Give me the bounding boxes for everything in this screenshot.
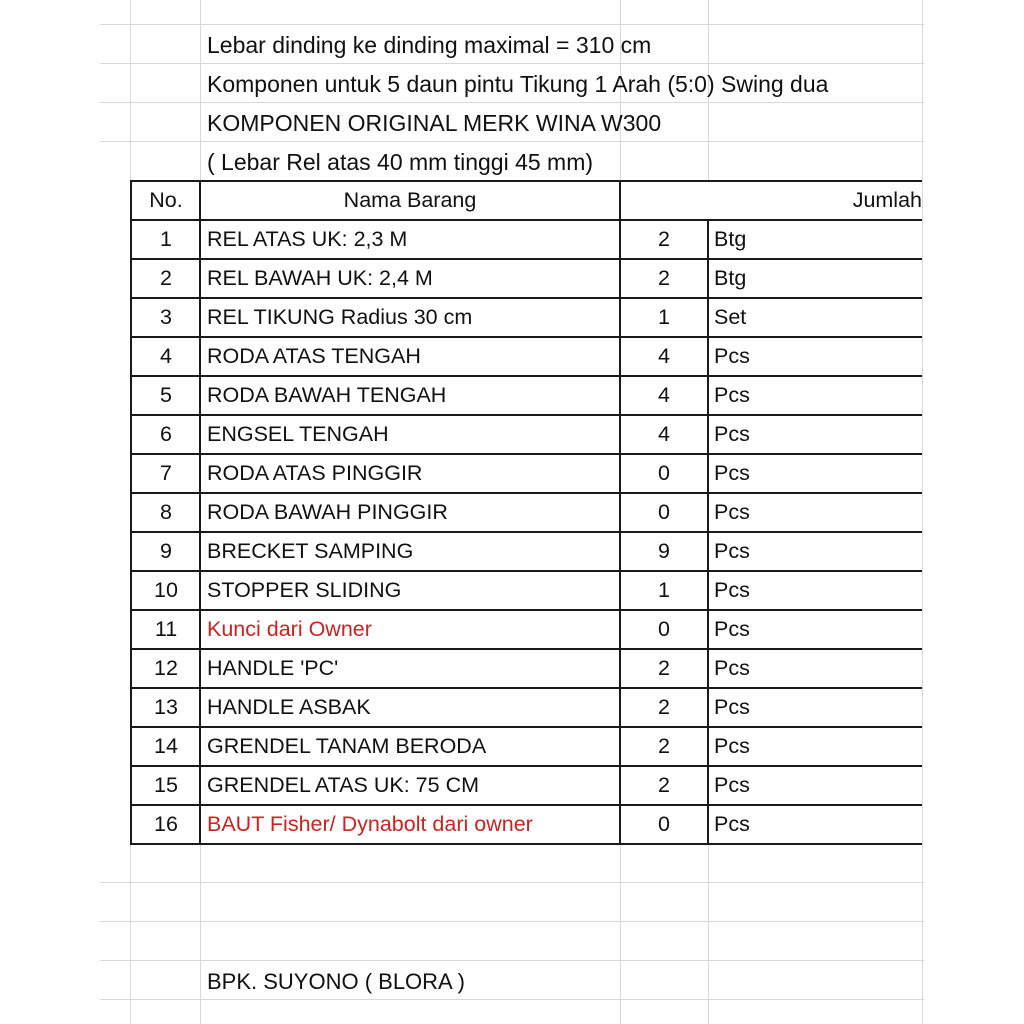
item-name: Kunci dari Owner [207, 617, 372, 641]
item-unit: Pcs [714, 422, 750, 446]
item-unit: Pcs [714, 461, 750, 485]
item-unit: Pcs [714, 734, 750, 758]
header-line-brand: KOMPONEN ORIGINAL MERK WINA W300 [207, 110, 662, 136]
item-quantity: 0 [658, 500, 670, 524]
item-name: RODA BAWAH TENGAH [207, 383, 447, 407]
item-quantity: 9 [658, 539, 670, 563]
item-quantity: 2 [658, 695, 670, 719]
item-unit: Pcs [714, 695, 750, 719]
gridline-horizontal [100, 882, 924, 883]
item-name: REL ATAS UK: 2,3 M [207, 227, 408, 251]
row-number: 7 [160, 461, 172, 485]
header-line-wall-width: Lebar dinding ke dinding maximal = 310 cm [207, 32, 652, 58]
item-name: STOPPER SLIDING [207, 578, 402, 602]
gridline-horizontal [100, 921, 924, 922]
gridline-vertical [620, 839, 621, 1024]
row-number: 16 [154, 812, 178, 836]
gridline-vertical [200, 0, 201, 181]
row-number: 12 [154, 656, 178, 680]
row-number: 13 [154, 695, 178, 719]
item-name: GRENDEL ATAS UK: 75 CM [207, 773, 480, 797]
item-unit: Pcs [714, 617, 750, 641]
item-quantity: 2 [658, 266, 670, 290]
column-header-name: Nama Barang [343, 188, 477, 212]
row-number: 2 [160, 266, 172, 290]
item-unit: Btg [714, 266, 747, 290]
item-name: ENGSEL TENGAH [207, 422, 389, 446]
gridline-vertical [130, 0, 131, 181]
item-quantity: 2 [658, 773, 670, 797]
item-quantity: 0 [658, 617, 670, 641]
gridline-vertical [708, 839, 709, 1024]
gridline-horizontal [100, 24, 924, 25]
item-unit: Btg [714, 227, 747, 251]
item-name: HANDLE 'PC' [207, 656, 339, 680]
row-number: 6 [160, 422, 172, 446]
item-quantity: 4 [658, 383, 670, 407]
item-name: BRECKET SAMPING [207, 539, 414, 563]
header-line-rail-size: ( Lebar Rel atas 40 mm tinggi 45 mm) [207, 149, 594, 175]
gridline-vertical [130, 839, 131, 1024]
item-name: RODA ATAS PINGGIR [207, 461, 423, 485]
item-unit: Set [714, 305, 747, 329]
item-quantity: 1 [658, 305, 670, 329]
item-unit: Pcs [714, 383, 750, 407]
item-name: BAUT Fisher/ Dynabolt dari owner [207, 812, 533, 836]
gridline-vertical [200, 839, 201, 1024]
row-number: 8 [160, 500, 172, 524]
row-number: 9 [160, 539, 172, 563]
row-number: 1 [160, 227, 172, 251]
item-quantity: 4 [658, 344, 670, 368]
item-quantity: 0 [658, 461, 670, 485]
item-quantity: 2 [658, 656, 670, 680]
item-unit: Pcs [714, 539, 750, 563]
item-unit: Pcs [714, 500, 750, 524]
column-header-no: No. [149, 188, 183, 212]
row-number: 3 [160, 305, 172, 329]
gridline-horizontal [100, 960, 924, 961]
row-number: 10 [154, 578, 178, 602]
gridline-vertical [922, 0, 923, 1024]
row-number: 14 [154, 734, 178, 758]
item-name: REL BAWAH UK: 2,4 M [207, 266, 433, 290]
item-name: RODA BAWAH PINGGIR [207, 500, 448, 524]
customer-name: BPK. SUYONO ( BLORA ) [207, 969, 465, 994]
column-header-qty: Jumlah [852, 188, 922, 212]
row-number: 15 [154, 773, 178, 797]
item-quantity: 2 [658, 227, 670, 251]
item-name: RODA ATAS TENGAH [207, 344, 421, 368]
item-unit: Pcs [714, 344, 750, 368]
item-quantity: 1 [658, 578, 670, 602]
row-number: 11 [154, 617, 178, 641]
header-line-components: Komponen untuk 5 daun pintu Tikung 1 Arah (5:0) Swing dua [207, 71, 829, 97]
item-name: REL TIKUNG Radius 30 cm [207, 305, 473, 329]
item-quantity: 0 [658, 812, 670, 836]
item-name: HANDLE ASBAK [207, 695, 371, 719]
row-number: 4 [160, 344, 172, 368]
item-name: GRENDEL TANAM BERODA [207, 734, 487, 758]
item-unit: Pcs [714, 812, 750, 836]
item-quantity: 4 [658, 422, 670, 446]
item-unit: Pcs [714, 656, 750, 680]
item-quantity: 2 [658, 734, 670, 758]
item-unit: Pcs [714, 773, 750, 797]
item-unit: Pcs [714, 578, 750, 602]
row-number: 5 [160, 383, 172, 407]
